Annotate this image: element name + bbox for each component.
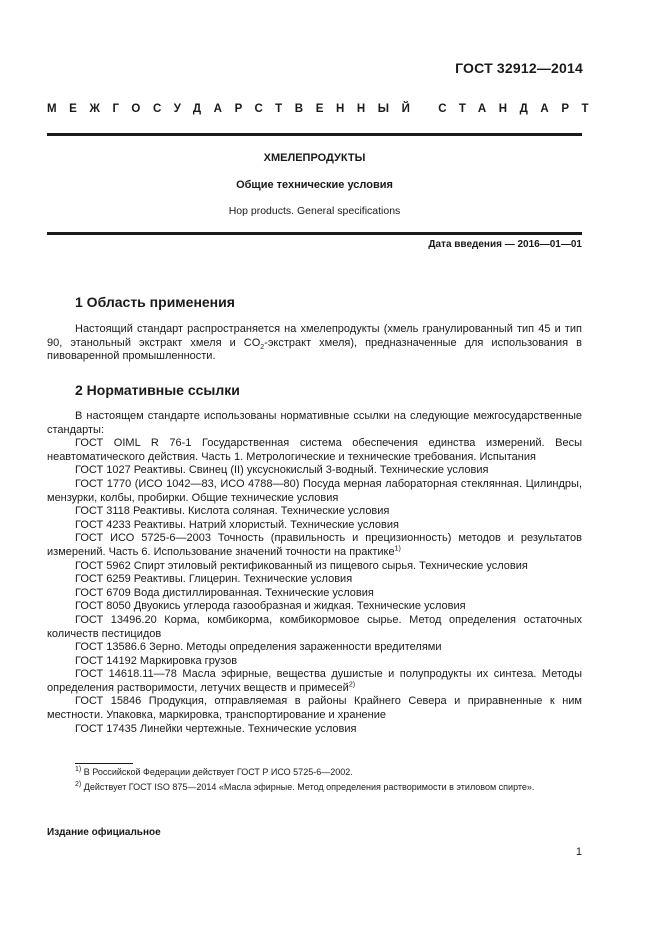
reference-item: ГОСТ 3118 Реактивы. Кислота соляная. Технические условия	[75, 505, 390, 518]
reference-item: ГОСТ 13586.6 Зерно. Методы определения зараженности вредителями	[75, 641, 442, 654]
section-1-text-part-a: Настоящий стандарт распространяется на хмелепродукты (хмель гранулированный тип 45 и тип 90, этанольный экстракт хмеля и CO	[47, 323, 582, 349]
footnote-divider	[75, 763, 133, 764]
english-title: Hop products. General specifications	[228, 205, 401, 217]
section-1-text-part-b: -экстракт хмеля), предназначенные для использования в пивоваренной промышленности.	[47, 336, 582, 363]
section-1-text	[47, 323, 582, 364]
reference-item: ГОСТ 6259 Реактивы. Глицерин. Технические условия	[75, 573, 353, 586]
interstate-standard-label: МЕЖГОСУДАРСТВЕННЫЙ СТАНДАРТ	[47, 103, 602, 115]
section-2-intro: В настоящем стандарте использованы нормативные ссылки на следующие межгосударственные стандарты:	[47, 410, 582, 436]
reference-item: ГОСТ 1027 Реактивы. Свинец (II) уксуснокислый 3-водный. Технические условия	[75, 464, 489, 477]
page-number: 1	[575, 846, 582, 858]
section-2-body	[47, 410, 582, 736]
section-1-heading: 1 Область применения	[75, 294, 235, 310]
co2-subscript: 2	[260, 343, 265, 351]
reference-item: ГОСТ 4233 Реактивы. Натрий хлористый. Технические условия	[75, 518, 399, 531]
reference-item: ГОСТ 6709 Вода дистиллированная. Технические условия	[75, 586, 374, 599]
header-divider	[47, 133, 582, 136]
reference-item: ГОСТ 8050 Двуокись углерода газообразная и жидкая. Технические условия	[75, 600, 466, 613]
title-divider	[47, 232, 582, 235]
reference-item: ГОСТ ИСО 5725-6—2003 Точность (правильность и прецизионность) методов и результатов измерений. Часть 6. Использование значений точности на практике$^{1)}$	[47, 532, 582, 558]
footnote-1: $^{1)}$ В Российской Федерации действует ГОСТ Р ИСО 5725-6—2002.	[75, 766, 353, 777]
reference-item: ГОСТ OIML R 76-1 Государственная система обеспечения единства измерений. Весы неавтоматического действия. Часть 1. Метрологические и технические требования. Испытания	[47, 437, 582, 463]
reference-item: ГОСТ 15846 Продукция, отправляемая в районы Крайнего Севера и приравненные к ним местности. Упаковка, маркировка, транспортирование и хранение	[47, 695, 582, 722]
footnote-ref: 1)	[394, 545, 401, 553]
reference-item: ГОСТ 17435 Линейки чертежные. Технические условия	[75, 722, 357, 735]
footnote-ref: 2)	[348, 681, 356, 689]
official-edition-label: Издание официальное	[47, 827, 161, 838]
reference-item: ГОСТ 14192 Маркировка грузов	[75, 654, 238, 667]
reference-item: ГОСТ 14618.11—78 Масла эфирные, вещества душистые и полупродукты их синтеза. Методы определения растворимости, летучих веществ и примесей$^{2)}$	[47, 668, 582, 694]
reference-item: ГОСТ 13496.20 Корма, комбикорма, комбикормовое сырье. Метод определения остаточных количеств пестицидов	[47, 613, 582, 640]
section-2-heading: 2 Нормативные ссылки	[75, 382, 240, 398]
document-title: ХМЕЛЕПРОДУКТЫ	[263, 152, 366, 164]
reference-list	[47, 437, 582, 736]
reference-item: ГОСТ 1770 (ИСО 1042—83, ИСО 4788—80) Посуда мерная лабораторная стеклянная. Цилиндры, мензурки, колбы, пробирки. Общие технические условия	[47, 477, 582, 504]
footnote-2: $^{2)}$ Действует ГОСТ ISO 875—2014 «Масла эфирные. Метод определения растворимости в этиловом спирте».	[75, 781, 535, 792]
document-subtitle: Общие технические условия	[236, 179, 393, 191]
introduction-date: Дата введения — 2016—01—01	[428, 239, 582, 250]
document-number: ГОСТ 32912—2014	[455, 60, 583, 76]
reference-item: ГОСТ 5962 Спирт этиловый ректификованный из пищевого сырья. Технические условия	[75, 559, 528, 572]
